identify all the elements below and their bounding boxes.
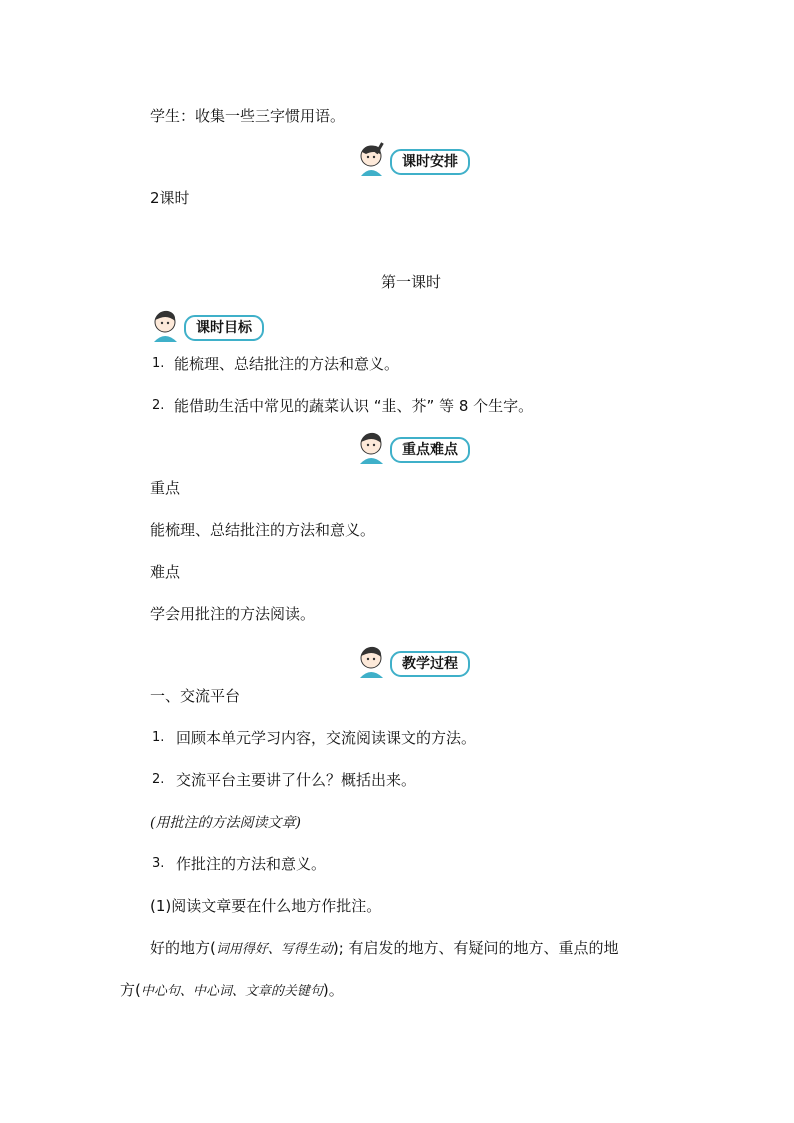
paragraph-line-2-end: )。	[322, 981, 344, 999]
step-2-number: 2.	[152, 772, 165, 787]
paragraph-line-1-start: 好的地方(	[150, 939, 216, 957]
section-1-heading: 一、交流平台	[150, 687, 241, 705]
paragraph-line-2-start: 方(	[120, 981, 141, 999]
key-heading: 重点	[150, 479, 181, 497]
step-1-text: 回顾本单元学习内容，交流阅读课文的方法。	[176, 729, 477, 747]
step-2-text: 交流平台主要讲了什么？概括出来。	[176, 771, 417, 789]
paragraph-line-2-note: 中心句、中心词、文章的关键句	[140, 984, 323, 999]
goal-2-text: 能借助生活中常见的蔬菜认识 “韭、芥” 等 8 个生字。	[174, 397, 534, 415]
hours-line: 2课时	[150, 189, 190, 207]
goal-1-text: 能梳理、总结批注的方法和意义。	[174, 355, 400, 373]
lesson-title: 第一课时	[381, 273, 442, 291]
paragraph-line-1-end: ); 有启发的地方、有疑问的地方、重点的地	[332, 939, 619, 957]
schedule-badge-label: 课时安排	[390, 149, 470, 175]
objectives-badge-label: 课时目标	[184, 315, 264, 341]
note-1: (用批注的方法阅读文章)	[150, 815, 301, 831]
step-3-text: 作批注的方法和意义。	[176, 855, 327, 873]
prep-student-line: 学生：收集一些三字惯用语。	[150, 107, 346, 125]
key-points-badge-label: 重点难点	[390, 437, 470, 463]
process-badge-label: 教学过程	[390, 651, 470, 677]
paragraph-line-2	[120, 980, 344, 1002]
difficulty-heading: 难点	[150, 563, 181, 581]
paragraph-line-1-note: 词用得好、写得生动	[215, 942, 333, 957]
step-1-number: 1.	[152, 730, 165, 745]
step-3-number: 3.	[152, 856, 165, 871]
paragraph-line-1	[150, 938, 619, 960]
goal-2-number: 2.	[152, 398, 165, 413]
difficulty-text: 学会用批注的方法阅读。	[150, 605, 316, 623]
sub-item-1: (1)阅读文章要在什么地方作批注。	[150, 897, 382, 915]
goal-1-number: 1.	[152, 356, 165, 371]
key-text: 能梳理、总结批注的方法和意义。	[150, 521, 376, 539]
